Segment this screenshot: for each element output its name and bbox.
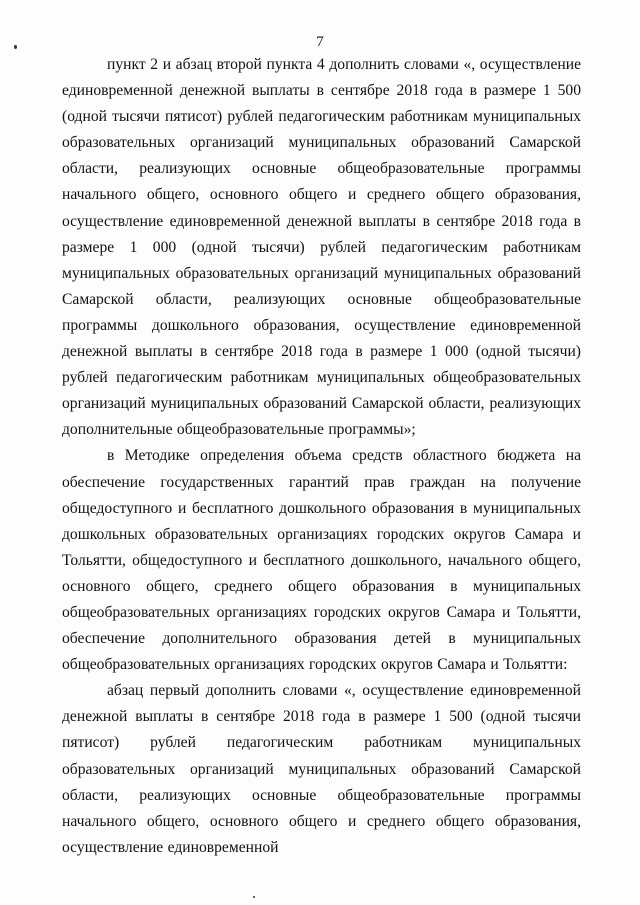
scan-speck	[253, 896, 255, 898]
paragraph: пункт 2 и абзац второй пункта 4 дополнить словами «, осуществление единовременной денежной выплаты в сентябре 2018 года в размере 1 500 (одной тысячи пятисот) рублей педагогическим работникам муниципальных образовательных организаций муниципальных образований Самарской области, реализующих основные общеобразовательные программы начального общего, основного общего и среднего общего образования, осуществление единовременной денежной выплаты в сентябре 2018 года в размере 1 000 (одной тысячи) рублей педагогическим работникам муниципальных образовательных организаций муниципальных образований Самарской области, реализующих основные общеобразовательные программы дошкольного образования, осуществление единовременной денежной выплаты в сентябре 2018 года в размере 1 000 (одной тысячи) рублей педагогическим работникам муниципальных общеобразовательных организаций муниципальных образований Самарской области, реализующих дополнительные общеобразовательные программы»;	[62, 56, 581, 439]
paragraph: абзац первый дополнить словами «, осуществление единовременной денежной выплаты в сентябре 2018 года в размере 1 500 (одной тысячи пятисот) рублей педагогическим работникам муниципальных образовательных организаций муниципальных образований Самарской области, реализующих основные общеобразовательные программы начального общего, основного общего и среднего общего образования, осуществление единовременной	[62, 682, 581, 856]
scan-speck	[14, 45, 17, 49]
page-number: 7	[316, 34, 324, 50]
paragraph: в Методике определения объема средств областного бюджета на обеспечение государственных гарантий прав граждан на получение общедоступного и бесплатного дошкольного образования в муниципальных дошкольных образовательных организациях городских округов Самара и Тольятти, общедоступного и бесплатного дошкольного, начального общего, основного общего, среднего общего образования в муниципальных общеобразовательных организациях городских округов Самара и Тольятти, обеспечение дополнительного образования детей в муниципальных общеобразовательных организациях городских округов Самара и Тольятти:	[62, 447, 581, 674]
document-body	[62, 52, 581, 861]
